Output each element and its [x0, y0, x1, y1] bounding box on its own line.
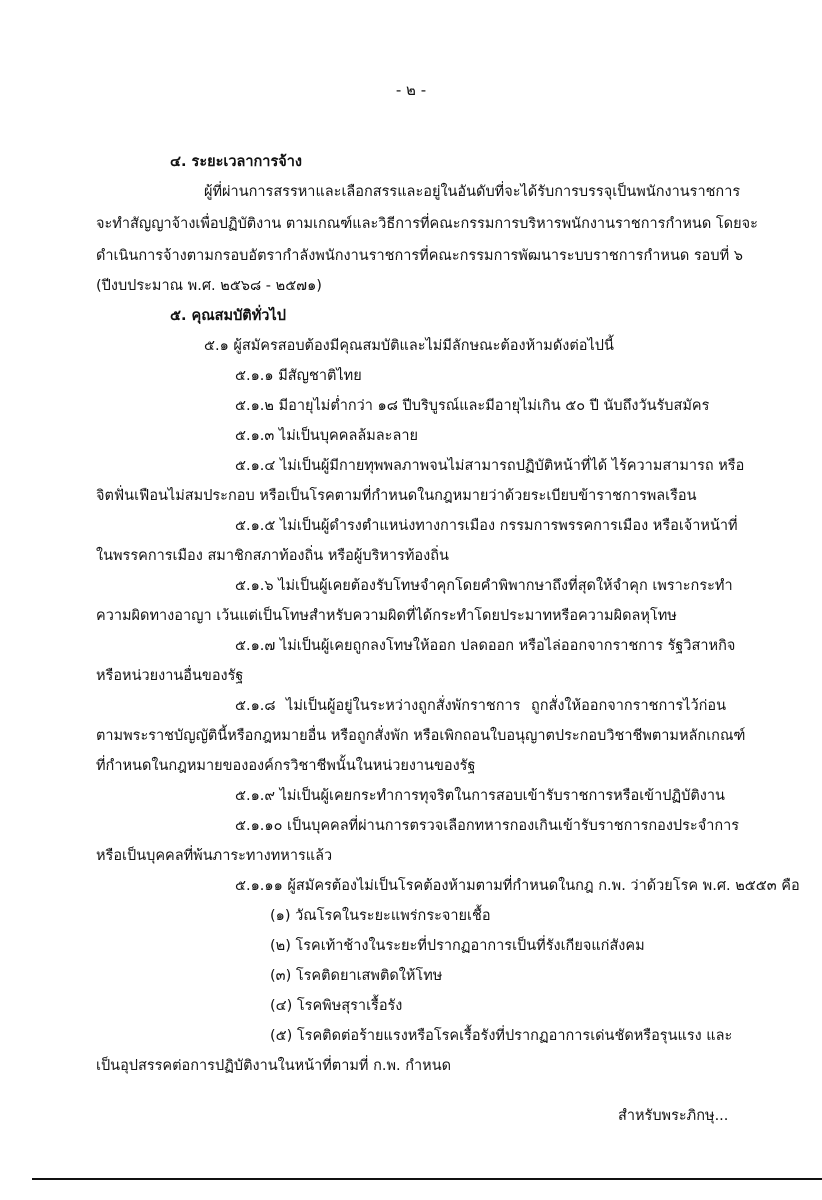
list-item-continuation: จิตฟั่นเฟือนไม่สมประกอบ หรือเป็นโรคตามที่กำหนดในกฎหมายว่าด้วยระเบียบข้าราชการพลเรือน: [96, 488, 697, 504]
list-item: ๕.๑.๙ ไม่เป็นผู้เคยกระทำการทุจริตในการสอบเข้ารับราชการหรือเข้าปฏิบัติงาน: [235, 788, 725, 804]
list-item-continuation: หรือเป็นบุคคลที่พ้นภาระทางทหารแล้ว: [96, 848, 333, 864]
list-item: ๕.๑.๔ ไม่เป็นผู้มีกายทุพพลภาพจนไม่สามารถปฏิบัติหน้าที่ได้ ไร้ความสามารถ หรือ: [235, 458, 745, 474]
list-item: ๕.๑.๗ ไม่เป็นผู้เคยถูกลงโทษให้ออก ปลดออก หรือไล่ออกจากราชการ รัฐวิสาหกิจ: [235, 638, 736, 654]
list-item: ๕.๑.๑ มีสัญชาติไทย: [235, 368, 362, 384]
list-item: ๕.๑.๕ ไม่เป็นผู้ดำรงตำแหน่งทางการเมือง กรรมการพรรคการเมือง หรือเจ้าหน้าที่: [235, 518, 738, 534]
section-4-line: ผู้ที่ผ่านการสรรหาและเลือกสรรและอยู่ในอันดับที่จะได้รับการบรรจุเป็นพนักงานราชการ: [204, 184, 741, 200]
disease-item: (๒) โรคเท้าช้างในระยะที่ปรากฏอาการเป็นที่รังเกียจแก่สังคม: [270, 938, 645, 954]
list-item: ๕.๑.๑๐ เป็นบุคคลที่ผ่านการตรวจเลือกทหารกองเกินเข้ารับราชการกองประจำการ: [235, 818, 740, 834]
disease-item: (๔) โรคพิษสุราเรื้อรัง: [270, 998, 403, 1014]
list-item-continuation: หรือหน่วยงานอื่นของรัฐ: [96, 668, 244, 684]
list-item: ๕.๑.๓ ไม่เป็นบุคคลล้มละลาย: [235, 428, 418, 444]
section-4-line: ดำเนินการจ้างตามกรอบอัตรากำลังพนักงานราชการที่คณะกรรมการพัฒนาระบบราชการกำหนด รอบที่ ๖: [96, 248, 743, 264]
disease-item: (๕) โรคติดต่อร้ายแรงหรือโรคเรื้อรังที่ปรากฏอาการเด่นชัดหรือรุนแรง และ: [270, 1028, 733, 1044]
list-item-continuation: ความผิดทางอาญา เว้นแต่เป็นโทษสำหรับความผิดที่ได้กระทำโดยประมาทหรือความผิดลหุโทษ: [96, 608, 677, 624]
list-item: ๕.๑.๑๑ ผู้สมัครต้องไม่เป็นโรคต้องห้ามตามที่กำหนดในกฎ ก.พ. ว่าด้วยโรค พ.ศ. ๒๕๕๓ คือ: [235, 878, 800, 894]
continuation-note: สำหรับพระภิกษุ...: [618, 1108, 729, 1124]
section-5-heading: ๕. คุณสมบัติทั่วไป: [170, 308, 286, 324]
page-number: - ๒ -: [395, 81, 427, 99]
disease-item-continuation: เป็นอุปสรรคต่อการปฏิบัติงานในหน้าที่ตามที่ ก.พ. กำหนด: [96, 1058, 452, 1074]
list-item: ๕.๑.๘ ไม่เป็นผู้อยู่ในระหว่างถูกสั่งพักราชการ ถูกสั่งให้ออกจากราชการไว้ก่อน: [235, 698, 726, 714]
section-5-intro: ๕.๑ ผู้สมัครสอบต้องมีคุณสมบัติและไม่มีลักษณะต้องห้ามดังต่อไปนี้: [204, 338, 614, 354]
disease-item: (๓) โรคติดยาเสพติดให้โทษ: [270, 968, 443, 984]
list-item-continuation: ที่กำหนดในกฎหมายขององค์กรวิชาชีพนั้นในหน่วยงานของรัฐ: [96, 758, 476, 774]
disease-item: (๑) วัณโรคในระยะแพร่กระจายเชื้อ: [270, 908, 491, 924]
list-item-continuation: ในพรรคการเมือง สมาชิกสภาท้องถิ่น หรือผู้บริหารท้องถิ่น: [96, 548, 449, 564]
list-item-continuation: ตามพระราชบัญญัตินี้หรือกฎหมายอื่น หรือถูกสั่งพัก หรือเพิกถอนใบอนุญาตประกอบวิชาชีพตามหลักเกณฑ์: [96, 728, 746, 744]
list-item: ๕.๑.๒ มีอายุไม่ต่ำกว่า ๑๘ ปีบริบูรณ์และมีอายุไม่เกิน ๕๐ ปี นับถึงวันรับสมัคร: [235, 398, 710, 414]
bottom-rule: [32, 1178, 822, 1180]
list-item: ๕.๑.๖ ไม่เป็นผู้เคยต้องรับโทษจำคุกโดยคำพิพากษาถึงที่สุดให้จำคุก เพราะกระทำ: [235, 578, 733, 594]
section-4-line: จะทำสัญญาจ้างเพื่อปฏิบัติงาน ตามเกณฑ์และวิธีการที่คณะกรรมการบริหารพนักงานราชการกำหนด โดยจะ: [96, 216, 758, 232]
section-4-heading: ๔. ระยะเวลาการจ้าง: [170, 154, 302, 170]
section-4-line: (ปีงบประมาณ พ.ศ. ๒๕๖๘ - ๒๕๗๑): [96, 278, 322, 294]
